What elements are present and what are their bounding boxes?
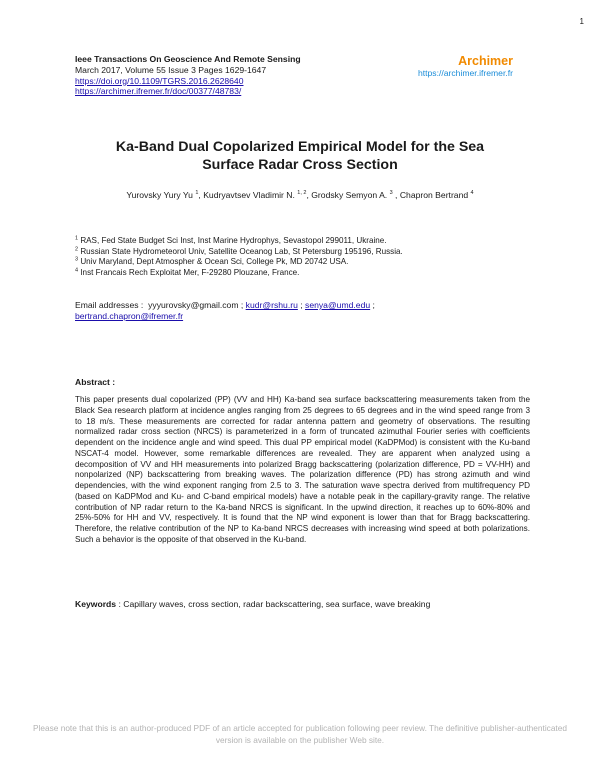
affiliation-number: 1 (75, 235, 79, 242)
affiliation-number: 4 (75, 267, 79, 274)
author-separator: , (306, 190, 312, 200)
abstract-heading: Abstract : (75, 377, 116, 387)
archive-link[interactable]: https://archimer.ifremer.fr/doc/00377/48783/ (75, 86, 242, 97)
affiliation-item (75, 236, 403, 247)
affiliation-number: 2 (75, 246, 79, 253)
journal-issue: March 2017, Volume 55 Issue 3 Pages 1629-1647 (75, 64, 267, 75)
author-affil-ref: 4 (470, 190, 474, 197)
archimer-logo-text: Archimer (458, 54, 513, 68)
paper-title-line-1: Ka-Band Dual Copolarized Empirical Model for the Sea (115, 139, 485, 155)
author-affil-ref: 3 (389, 190, 393, 197)
paper-title-line-2: Surface Radar Cross Section (202, 157, 398, 173)
affiliation-text: Inst Francais Rech Exploitat Mer, F-29280 Plouzane, France. (80, 268, 300, 278)
affiliation-item (75, 257, 403, 268)
paper-title (75, 138, 525, 174)
author-list (75, 190, 525, 200)
keywords-label: Keywords (75, 599, 117, 609)
author-separator: , (198, 190, 204, 200)
keywords (75, 599, 530, 609)
author-separator: , (392, 190, 400, 200)
page-number: 1 (579, 17, 584, 26)
author-affil-ref: 1 (195, 190, 199, 197)
email-label: Email addresses : (75, 300, 144, 310)
author-name: Kudryavtsev Vladimir N. (203, 190, 295, 200)
author-name: Chapron Bertrand (399, 190, 469, 200)
archimer-url-link[interactable]: https://archimer.ifremer.fr (417, 68, 513, 78)
affiliation-text: Russian State Hydrometeorol Univ, Satellite Oceanog Lab, St Petersburg 195196, Russia. (80, 246, 403, 256)
email-plain: yyyurovsky@gmail.com (148, 300, 239, 310)
archimer-brand (418, 54, 513, 78)
email-link-chapron[interactable]: bertrand.chapron@ifremer.fr (75, 310, 184, 321)
keywords-text: : Capillary waves, cross section, radar backscattering, sea surface, wave breaking (116, 599, 431, 609)
author-name: Grodsky Semyon A. (311, 190, 388, 200)
abstract-body: This paper presents dual copolarized (PP) (VV and HH) Ka-band sea surface backscattering measurements taken from the Black Sea research platform at incidence angles ranging from 25 degrees to 65 degrees and in the wind speed range from 3 to 18 m/s. These measurements are corrected for radar antenna pattern and geometry of observations. The resulting normalized radar cross section (NRCS) is parameterized in a form of truncated azimuthal Fourier series with coefficients dependent on the incidence angle and wind speed. This dual PP empirical model (KaDPMod) is consistent with the Ku-band NSCAT-4 model. However, some remarkable differences are revealed. They are apparent when analyzed using a decomposition of VV and HH measurements into polarized Bragg backscattering (polarization difference, PD = VV-HH) and nonpolarized (NP) backscattering from breaking waves. The polarization difference (PD) has strong azimuth and wind dependencies, with the wind exponent ranging from 2.5 to 3. The saturation wave spectra derived from multifrequency PD (based on KaDPMod and Ku- and C-band empirical models) have a notable peak in the capillary-gravity range. The relative contribution of NP radar return to the Ka-band NRCS is significant. In the upwind direction, it reaches up to 60%-80% and 25%-50% for HH and VV, respectively. It is found that the NP wind exponent is lower than that for Bragg backscattering. Therefore, the relative contribution of the NP to Ka-band NRCS decreases with increasing wind speed at both polarizations. Such a behavior is the opposite of that observed in the Ku-band. (75, 395, 530, 544)
email-addresses: Email addresses : yyyurovsky@gmail.com ; kudr@rshu.ru ; senya@umd.edu ; bertrand.chapron@ifremer.fr (75, 300, 375, 321)
author-affil-ref: 1, 2 (297, 190, 307, 197)
affiliation-item (75, 268, 403, 279)
affiliation-text: RAS, Fed State Budget Sci Inst, Inst Marine Hydrophys, Sevastopol 299011, Ukraine. (80, 236, 387, 245)
affiliation-number: 3 (75, 256, 79, 263)
author-name: Yurovsky Yury Yu (126, 190, 193, 200)
affiliation-item (75, 247, 403, 258)
doi-link[interactable]: https://doi.org/10.1109/TGRS.2016.2628640 (75, 75, 244, 86)
email-link-kudr[interactable]: kudr@rshu.ru (245, 300, 298, 310)
affiliation-text: Univ Maryland, Dept Atmospher & Ocean Sci, College Pk, MD 20742 USA. (80, 257, 349, 267)
journal-info (75, 54, 375, 97)
journal-name: Ieee Transactions On Geoscience And Remote Sensing (75, 54, 301, 64)
email-link-senya[interactable]: senya@umd.edu (305, 300, 371, 310)
footer-disclaimer: Please note that this is an author-produced PDF of an article accepted for publication following peer review. The definitive publisher-authenticated version is available on the publisher Web site. (33, 723, 567, 745)
affiliation-list (75, 236, 403, 279)
